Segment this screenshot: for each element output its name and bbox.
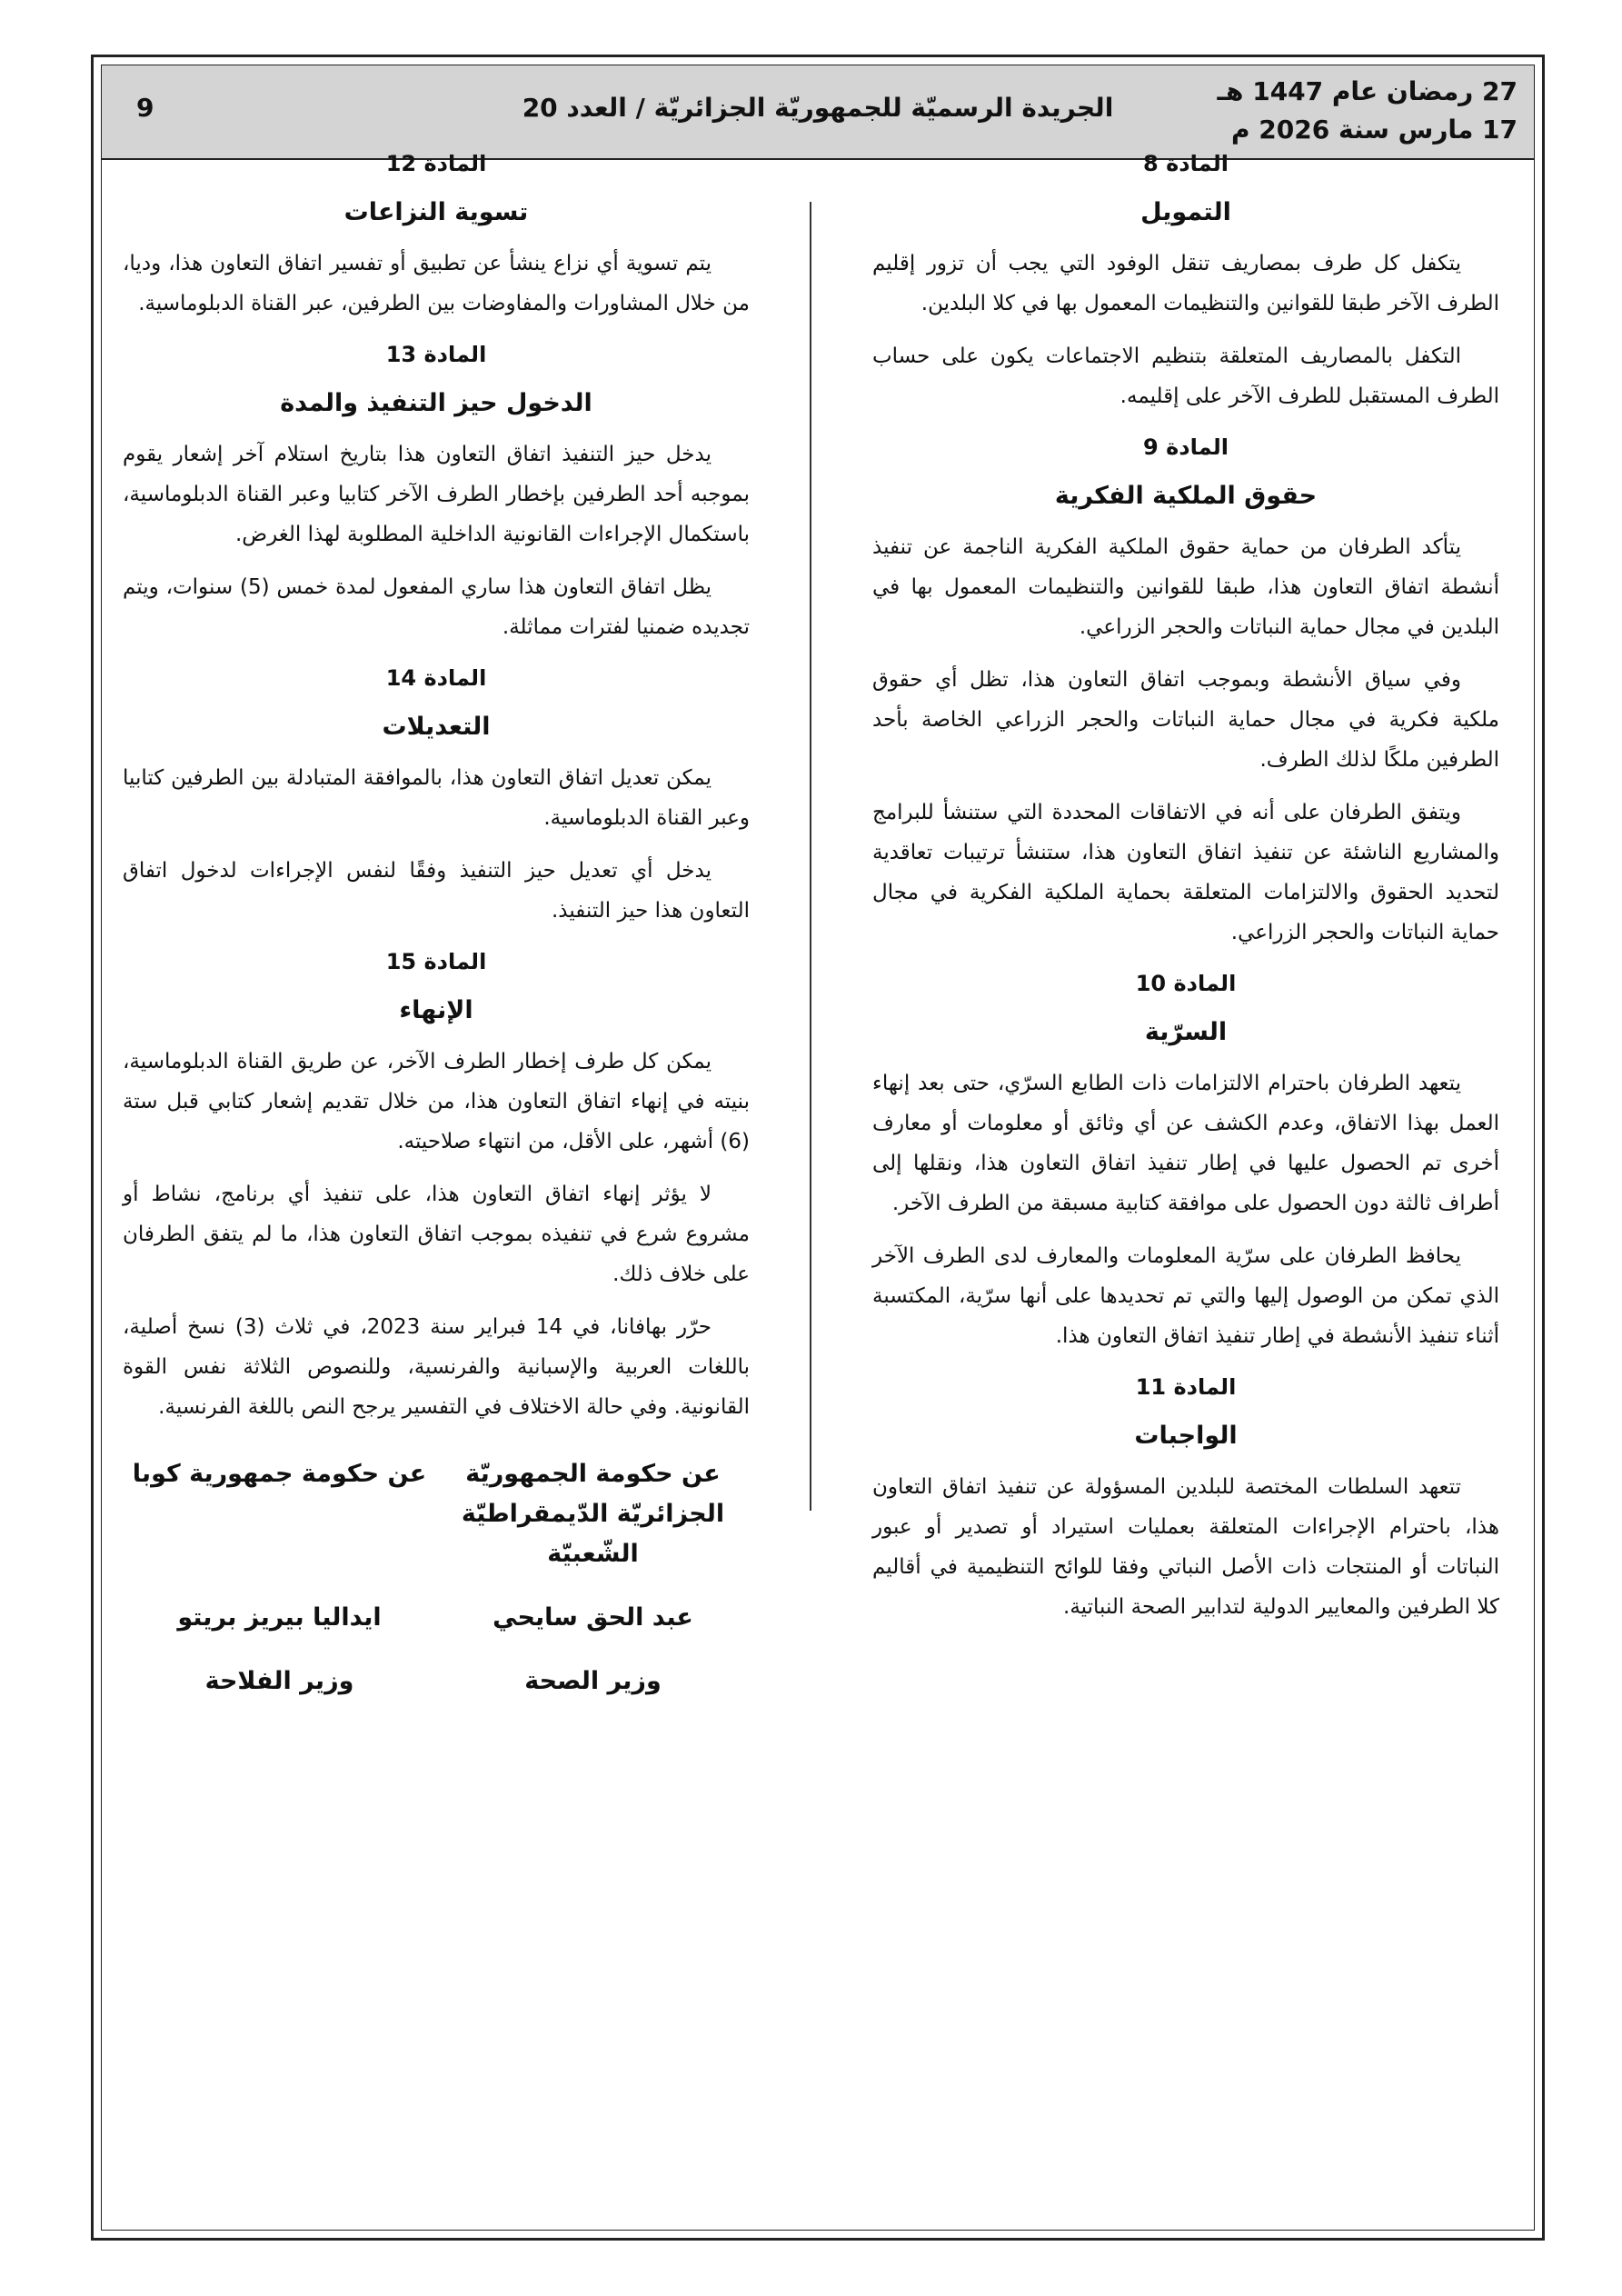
signatory-cuba-role: وزير الفلاحة [204, 1667, 354, 1695]
article-13 [123, 336, 750, 647]
article-paragraph: لا يؤثر إنهاء اتفاق التعاون هذا، على تنفيذ أي برنامج، نشاط أو مشروع شرع في تنفيذه بموجب اتفاق التعاون هذا، ما لم يتفق الطرفان على خلاف ذلك. [123, 1183, 750, 1286]
date-gregorian: 17 مارس سنة 2026 م [1231, 115, 1518, 145]
article-paragraph: يحافظ الطرفان على سرّية المعلومات والمعارف لدى الطرف الآخر الذي تمكن من الوصول إليها والتي تم تحديدها على أنها سرّية، المكتسبة أثناء تنفيذ الأنشطة في إطار تنفيذ اتفاق التعاون هذا. [872, 1244, 1499, 1348]
article-paragraph: يدخل أي تعديل حيز التنفيذ وفقًا لنفس الإجراءات لدخول اتفاق التعاون هذا حيز التنفيذ. [123, 859, 750, 923]
article-title: التعديلات [382, 713, 491, 741]
article-11 [872, 1369, 1499, 1627]
signatory-algeria-government: عن حكومة الجمهوريّة الجزائريّة الدّيمقراطيّة الشّعبيّة [461, 1460, 725, 1568]
article-paragraph: يتم تسوية أي نزاع ينشأ عن تطبيق أو تفسير اتفاق التعاون هذا، وديا، من خلال المشاورات والمفاوضات بين الطرفين، عبر القناة الدبلوماسية. [123, 252, 750, 315]
column-divider [810, 202, 811, 1511]
article-paragraph: يتعهد الطرفان باحترام الالتزامات ذات الطابع السرّي، حتى بعد إنهاء العمل بهذا الاتفاق، وعدم الكشف عن أي وثائق أو معلومات أو معارف أخرى تم الحصول عليها في إطار تنفيذ اتفاق التعاون هذا، ونقلها إلى أطراف ثالثة دون الحصول على موافقة كتابية مسبقة من الطرف الآخر. [872, 1072, 1499, 1215]
article-number: المادة 9 [1143, 434, 1229, 460]
article-paragraph: ويتفق الطرفان على أنه في الاتفاقات المحددة التي ستنشأ للبرامج والمشاريع الناشئة عن تنفيذ اتفاق التعاون هذا، ستنشأ ترتيبات تعاقدية لتحديد الحقوق والالتزامات المتعلقة بحماية الملكية الفكرية في مجال حماية النباتات والحجر الزراعي. [872, 801, 1499, 944]
signature-block [123, 1454, 750, 1702]
article-paragraph: تتعهد السلطات المختصة للبلدين المسؤولة عن تنفيذ اتفاق التعاون هذا، باحترام الإجراءات المتعلقة بعمليات استيراد أو تصدير أو عبور النباتات أو المنتجات ذات الأصل النباتي وفقا للوائح التنظيمية في أقاليم كلا الطرفين والمعايير الدولية لتدابير الصحة النباتية. [872, 1475, 1499, 1619]
article-number: المادة 14 [385, 665, 487, 691]
signatory-algeria-name: عبد الحق سايحي [493, 1603, 693, 1632]
article-title: السرّية [1144, 1018, 1228, 1046]
page-number: 9 [136, 93, 154, 123]
article-8 [872, 145, 1499, 416]
signatory-algeria-role: وزير الصحة [524, 1667, 662, 1695]
article-number: المادة 12 [385, 151, 487, 176]
article-title: الدخول حيز التنفيذ والمدة [280, 389, 592, 417]
left-column [123, 145, 750, 1702]
article-10 [872, 965, 1499, 1356]
right-column [872, 145, 1499, 1640]
article-number: المادة 8 [1143, 151, 1229, 176]
date-hijri: 27 رمضان عام 1447 هـ [1217, 76, 1518, 106]
gazette-title: الجريدة الرسميّة للجمهوريّة الجزائريّة / العدد 20 [522, 93, 1114, 123]
article-number: المادة 13 [385, 342, 487, 367]
article-title: تسوية النزاعات [343, 198, 529, 226]
article-paragraph: يمكن تعديل اتفاق التعاون هذا، بالموافقة المتبادلة بين الطرفين كتابيا وعبر القناة الدبلوماسية. [123, 766, 750, 830]
signatory-cuba-government: عن حكومة جمهورية كوبا [132, 1460, 427, 1488]
article-paragraph: يمكن كل طرف إخطار الطرف الآخر، عن طريق القناة الدبلوماسية، بنيته في إنهاء اتفاق التعاون هذا، من خلال تقديم إشعار كتابي قبل ستة (6) أشهر، على الأقل، من انتهاء صلاحيته. [123, 1050, 750, 1153]
article-title: حقوق الملكية الفكرية [1054, 482, 1318, 510]
article-title: التمويل [1140, 198, 1231, 226]
article-15 [123, 943, 750, 1427]
article-paragraph: يتأكد الطرفان من حماية حقوق الملكية الفكرية الناجمة عن تنفيذ أنشطة اتفاق التعاون هذا، طبقا للقوانين والتنظيمات المعمول بها في البلدين في مجال حماية النباتات والحجر الزراعي. [872, 535, 1499, 639]
article-paragraph: يدخل حيز التنفيذ اتفاق التعاون هذا بتاريخ استلام آخر إشعار يقوم بموجبه أحد الطرفين بإخطار الطرف الآخر كتابيا وعبر القناة الدبلوماسية، باستكمال الإجراءات القانونية الداخلية المطلوبة لهذا الغرض. [123, 443, 750, 546]
article-title: الواجبات [1134, 1422, 1238, 1450]
closing-paragraph: حرّر بهافانا، في 14 فبراير سنة 2023، في ثلاث (3) نسخ أصلية، باللغات العربية والإسبانية والفرنسية، وللنصوص الثلاثة نفس القوة القانونية. وفي حالة الاختلاف في التفسير يرجح النص باللغة الفرنسية. [123, 1315, 750, 1419]
article-number: المادة 11 [1135, 1374, 1237, 1400]
article-number: المادة 10 [1135, 971, 1237, 996]
article-title: الإنهاء [399, 996, 473, 1024]
article-12 [123, 145, 750, 324]
article-paragraph: يتكفل كل طرف بمصاريف تنقل الوفود التي يجب أن تزور إقليم الطرف الآخر طبقا للقوانين والتنظيمات المعمول بها في كلا البلدين. [872, 252, 1499, 315]
signatory-cuba-name: ايداليا بيريز بريتو [177, 1603, 382, 1632]
article-paragraph: التكفل بالمصاريف المتعلقة بتنظيم الاجتماعات يكون على حساب الطرف المستقبل للطرف الآخر على إقليمه. [872, 344, 1499, 408]
article-9 [872, 429, 1499, 953]
article-paragraph: وفي سياق الأنشطة وبموجب اتفاق التعاون هذا، تظل أي حقوق ملكية فكرية في مجال حماية النباتات والحجر الزراعي الخاصة بأحد الطرفين ملكًا لذلك الطرف. [872, 668, 1499, 772]
article-paragraph: يظل اتفاق التعاون هذا ساري المفعول لمدة خمس (5) سنوات، ويتم تجديده ضمنيا لفترات مماثلة. [123, 575, 750, 639]
article-number: المادة 15 [385, 949, 487, 974]
article-14 [123, 660, 750, 931]
